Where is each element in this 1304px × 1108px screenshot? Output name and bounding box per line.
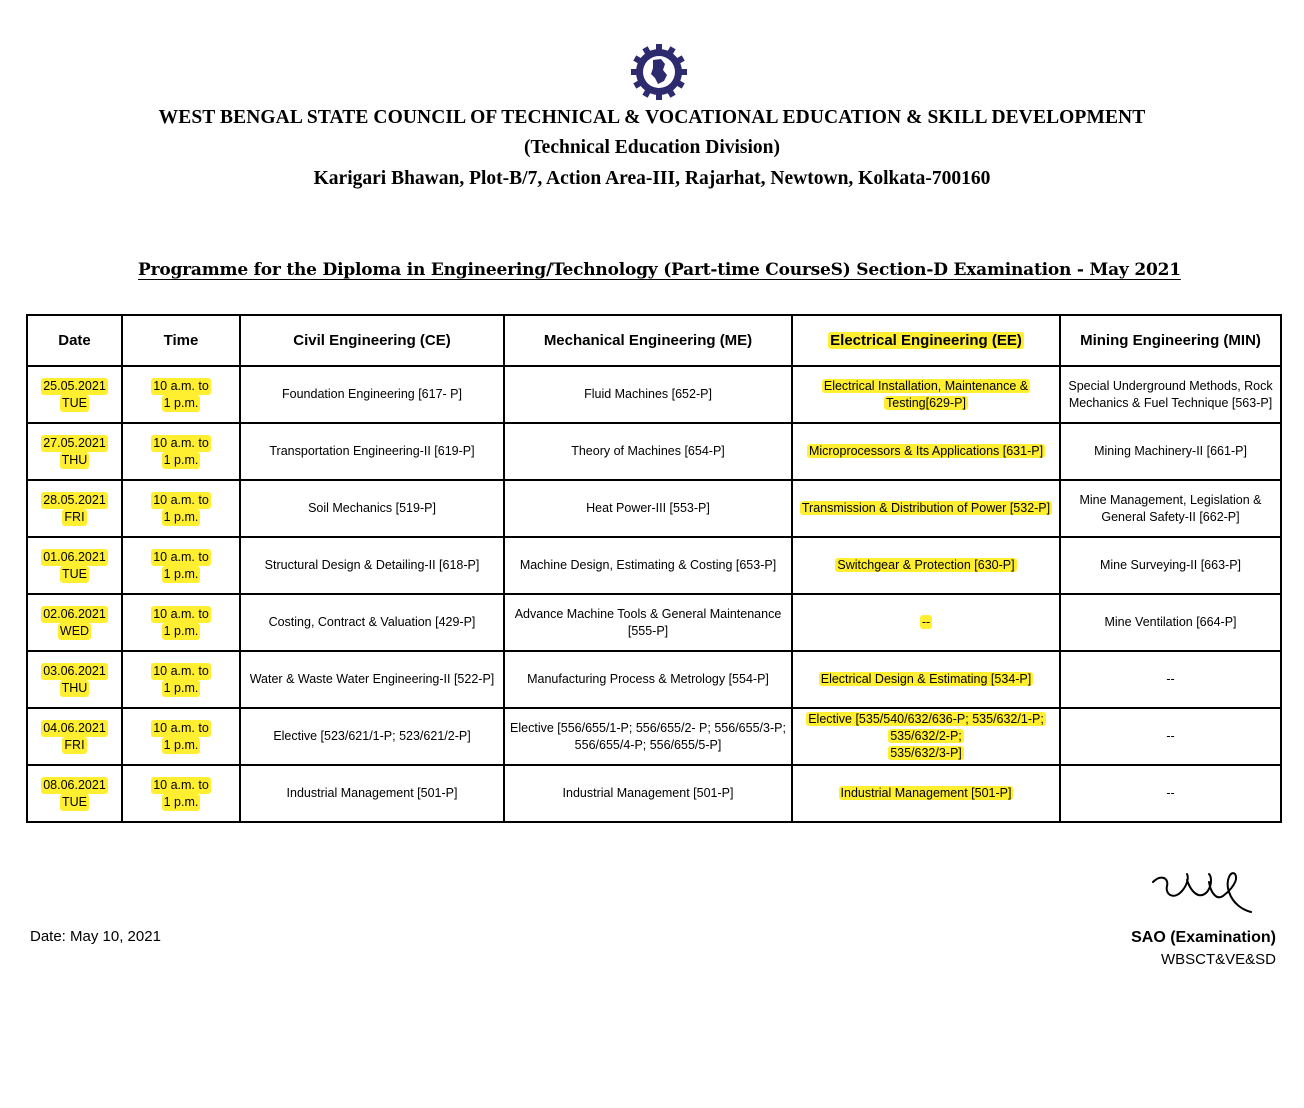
table-row	[27, 366, 1281, 423]
electrical-subject-line: Transmission & Distribution of Power [532-P]	[801, 501, 1051, 515]
time-start: 10 a.m. to	[153, 435, 209, 450]
page-title: Programme for the Diploma in Engineering/Technology (Part-time CourseS) Section-D Examination - May 2021	[138, 260, 1181, 280]
mining-subject-cell: Mine Surveying-II [663-P]	[1060, 537, 1281, 594]
time-cell	[122, 423, 240, 480]
date-value: 25.05.2021	[43, 378, 106, 393]
mechanical-subject-cell: Advance Machine Tools & General Maintenance [555-P]	[504, 594, 792, 651]
table-row	[27, 594, 1281, 651]
day-value: WED	[59, 623, 90, 638]
mechanical-subject-cell: Heat Power-III [553-P]	[504, 480, 792, 537]
electrical-subject-line: 535/632/2-P;	[890, 729, 962, 743]
time-end: 1 p.m.	[163, 623, 199, 638]
time-end: 1 p.m.	[163, 794, 199, 809]
electrical-subject-cell	[792, 480, 1060, 537]
header-mining: Mining Engineering (MIN)	[1060, 315, 1281, 366]
table-row	[27, 651, 1281, 708]
time-start: 10 a.m. to	[153, 720, 209, 735]
mining-subject-cell: Mining Machinery-II [661-P]	[1060, 423, 1281, 480]
electrical-subject-line: Switchgear & Protection [630-P]	[837, 558, 1015, 572]
day-value: FRI	[64, 509, 85, 524]
header-electrical	[792, 315, 1060, 366]
time-end: 1 p.m.	[163, 452, 199, 467]
time-cell	[122, 765, 240, 822]
electrical-subject-cell	[792, 594, 1060, 651]
time-cell	[122, 366, 240, 423]
org-address: Karigari Bhawan, Plot-B/7, Action Area-III, Rajarhat, Newtown, Kolkata-700160	[313, 168, 991, 189]
time-start: 10 a.m. to	[153, 492, 209, 507]
table-row	[27, 765, 1281, 822]
electrical-subject-line: Microprocessors & Its Applications [631-P]	[808, 444, 1044, 458]
time-end: 1 p.m.	[163, 737, 199, 752]
date-cell	[27, 366, 122, 423]
day-value: TUE	[62, 566, 87, 581]
date-cell	[27, 480, 122, 537]
mining-subject-cell	[1060, 366, 1281, 423]
electrical-subject-line: Industrial Management [501-P]	[840, 786, 1012, 800]
mining-subject-cell	[1060, 480, 1281, 537]
time-start: 10 a.m. to	[153, 549, 209, 564]
time-cell	[122, 480, 240, 537]
civil-subject-cell: Transportation Engineering-II [619-P]	[240, 423, 504, 480]
org-name: WEST BENGAL STATE COUNCIL OF TECHNICAL & VOCATIONAL EDUCATION & SKILL DEVELOPMENT	[158, 107, 1146, 128]
mechanical-subject-cell: Elective [556/655/1-P; 556/655/2- P; 556/655/3-P; 556/655/4-P; 556/655/5-P]	[504, 708, 792, 765]
mining-subject-line: Special Underground Methods, Rock	[1068, 378, 1273, 393]
day-value: TUE	[62, 794, 87, 809]
date-cell	[27, 423, 122, 480]
header-mechanical: Mechanical Engineering (ME)	[504, 315, 792, 366]
division-name: (Technical Education Division)	[523, 137, 781, 158]
time-end: 1 p.m.	[163, 680, 199, 695]
mechanical-subject-cell: Fluid Machines [652-P]	[504, 366, 792, 423]
electrical-subject-line: 535/632/3-P]	[890, 746, 962, 760]
mining-subject-cell: --	[1060, 651, 1281, 708]
date-cell	[27, 708, 122, 765]
date-value: 04.06.2021	[43, 720, 106, 735]
date-value: 01.06.2021	[43, 549, 106, 564]
table-row	[27, 708, 1281, 765]
council-emblem-icon	[628, 44, 690, 100]
time-end: 1 p.m.	[163, 395, 199, 410]
civil-subject-cell: Elective [523/621/1-P; 523/621/2-P]	[240, 708, 504, 765]
date-cell	[27, 594, 122, 651]
electrical-subject-cell	[792, 366, 1060, 423]
mining-subject-line: Mine Management, Legislation &	[1079, 492, 1262, 507]
mechanical-subject-cell: Machine Design, Estimating & Costing [653-P]	[504, 537, 792, 594]
date-cell	[27, 765, 122, 822]
mining-subject-cell: --	[1060, 765, 1281, 822]
electrical-subject-line: --	[921, 615, 931, 629]
mining-subject-cell: --	[1060, 708, 1281, 765]
time-cell	[122, 708, 240, 765]
electrical-subject-cell	[792, 423, 1060, 480]
header-electrical-label: Electrical Engineering (EE)	[830, 332, 1022, 349]
mining-subject-line: Mechanics & Fuel Technique [563-P]	[1068, 395, 1273, 410]
electrical-subject-line: Electrical Design & Estimating [534-P]	[820, 672, 1032, 686]
civil-subject-cell: Water & Waste Water Engineering-II [522-P]	[240, 651, 504, 708]
electrical-subject-cell	[792, 708, 1060, 765]
time-start: 10 a.m. to	[153, 777, 209, 792]
time-cell	[122, 537, 240, 594]
date-value: 08.06.2021	[43, 777, 106, 792]
date-value: 02.06.2021	[43, 606, 106, 621]
time-start: 10 a.m. to	[153, 606, 209, 621]
signature-icon	[1147, 870, 1257, 918]
exam-schedule-table	[26, 314, 1282, 823]
signatory-org: WBSCT&VE&SD	[1160, 951, 1276, 968]
time-cell	[122, 594, 240, 651]
time-start: 10 a.m. to	[153, 378, 209, 393]
mining-subject-line: General Safety-II [662-P]	[1101, 509, 1240, 524]
day-value: FRI	[64, 737, 85, 752]
time-end: 1 p.m.	[163, 566, 199, 581]
date-value: 03.06.2021	[43, 663, 106, 678]
date-value: 27.05.2021	[43, 435, 106, 450]
mechanical-subject-cell: Theory of Machines [654-P]	[504, 423, 792, 480]
civil-subject-cell: Foundation Engineering [617- P]	[240, 366, 504, 423]
electrical-subject-cell	[792, 765, 1060, 822]
date-cell	[27, 537, 122, 594]
time-end: 1 p.m.	[163, 509, 199, 524]
table-row	[27, 423, 1281, 480]
header-civil: Civil Engineering (CE)	[240, 315, 504, 366]
header-date: Date	[27, 315, 122, 366]
civil-subject-cell: Costing, Contract & Valuation [429-P]	[240, 594, 504, 651]
header-time: Time	[122, 315, 240, 366]
electrical-subject-line: Electrical Installation, Maintenance &	[823, 378, 1029, 393]
mining-subject-cell: Mine Ventilation [664-P]	[1060, 594, 1281, 651]
day-value: THU	[61, 452, 88, 467]
electrical-subject-line: Elective [535/540/632/636-P; 535/632/1-P;	[808, 712, 1044, 726]
electrical-subject-cell	[792, 651, 1060, 708]
table-row	[27, 537, 1281, 594]
civil-subject-cell: Structural Design & Detailing-II [618-P]	[240, 537, 504, 594]
civil-subject-cell: Soil Mechanics [519-P]	[240, 480, 504, 537]
electrical-subject-cell	[792, 537, 1060, 594]
issue-date: Date: May 10, 2021	[30, 928, 161, 945]
mechanical-subject-cell: Industrial Management [501-P]	[504, 765, 792, 822]
civil-subject-cell: Industrial Management [501-P]	[240, 765, 504, 822]
table-row	[27, 480, 1281, 537]
signatory-role: SAO (Examination)	[1131, 929, 1276, 946]
date-value: 28.05.2021	[43, 492, 106, 507]
time-start: 10 a.m. to	[153, 663, 209, 678]
day-value: THU	[61, 680, 88, 695]
mechanical-subject-cell: Manufacturing Process & Metrology [554-P]	[504, 651, 792, 708]
day-value: TUE	[62, 395, 87, 410]
electrical-subject-line: Testing[629-P]	[886, 395, 966, 410]
date-cell	[27, 651, 122, 708]
table-header-row	[27, 315, 1281, 366]
time-cell	[122, 651, 240, 708]
